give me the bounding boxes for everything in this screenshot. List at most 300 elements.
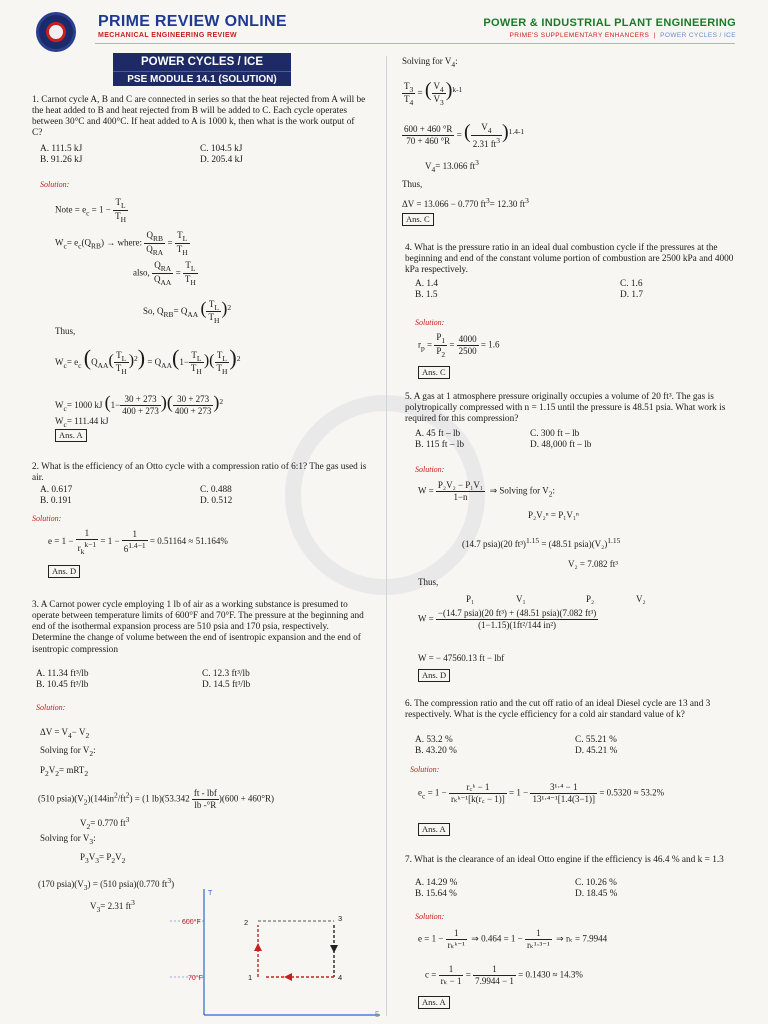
q6-result: = 0.5320 ≈ 53.2% [599, 787, 665, 798]
q4-option-a: A. 1.4 [415, 279, 438, 289]
question-5-options [415, 429, 735, 451]
q1-note-frac [113, 197, 128, 224]
q3-v3b-sub: 3 [440, 98, 444, 108]
q3-t3-sub: 3 [409, 84, 414, 94]
q1-eq: = e [66, 237, 79, 248]
q5-line1: (14.7 psia)(20 ft³) [462, 539, 526, 549]
q7-eq1 [418, 928, 607, 951]
q4-solution-label: Solution: [415, 318, 445, 327]
q5-h-v1: V₁ [516, 594, 526, 604]
q5-pvn-eq: P₂V₂ⁿ = P₁V₁ⁿ [528, 510, 579, 520]
q5-answer-box: Ans. D [418, 669, 450, 682]
q7-answer [418, 996, 450, 1010]
q3-answer [402, 213, 434, 227]
q5-w2-num: −(14.7 psia)(20 ft³) + (48.51 psia)(7.082 ft³) [437, 608, 597, 618]
q1-wc1: W [55, 400, 64, 410]
q3-solve-v4 [402, 56, 458, 69]
q5-w2-frac [436, 608, 598, 631]
q6-answer [418, 823, 450, 837]
q1-note-eq [55, 197, 128, 224]
q2-rk-exp: k−1 [84, 539, 97, 549]
q3-v3val: V [90, 901, 97, 911]
q1-tl4-sub: L [214, 302, 219, 312]
q4-p1: P [436, 332, 442, 342]
q5-line1-exp: 1.15 [525, 536, 540, 545]
question-1-options [40, 144, 370, 166]
q1-qra: Q [146, 243, 153, 254]
q5-w: W = [418, 485, 434, 496]
brand-subtitle: MECHANICAL ENGINEERING REVIEW [98, 32, 238, 39]
q3-solve-v4-sub: 4 [451, 59, 456, 69]
q2-eq [48, 528, 228, 556]
q6-n1: r꜀ᵏ − 1 [449, 782, 507, 794]
q5-line1-eq [462, 536, 620, 550]
q1-option-c: C. 104.5 kJ [200, 144, 243, 154]
q3-v3val-sup: 3 [131, 898, 135, 907]
column-divider [386, 56, 387, 1016]
q6-solution-label: Solution: [410, 765, 440, 774]
q3-r-frac [192, 788, 219, 811]
question-6-options [415, 735, 735, 757]
q1-temp-frac [175, 230, 190, 257]
q1-wc1t: = 1000 kJ [66, 400, 103, 410]
q7-one4: 1 [473, 964, 516, 976]
q1-th3-sub: H [190, 277, 196, 287]
q7-l1c: ⇒ rₖ = 7.9944 [556, 933, 608, 944]
q4-p2: P [436, 345, 442, 356]
q5-thus: Thus, [418, 577, 439, 587]
header-divider [95, 43, 735, 44]
q6-frac2 [530, 782, 597, 805]
q3-dv: ΔV = V [40, 727, 69, 737]
q1-th: T [115, 210, 121, 221]
q7-one: 1 [446, 928, 467, 940]
q1-calc-num1: 30 + 273 [120, 394, 161, 406]
q5-solution-label: Solution: [415, 465, 445, 474]
q2-solution-label: Solution: [32, 514, 62, 523]
ts-arrow-up [254, 943, 262, 951]
q3-f2rd-sup: 3 [496, 135, 500, 145]
q3-v3b: V [433, 94, 440, 105]
q3-t4-sub: 4 [409, 98, 414, 108]
q7-option-d: D. 18.45 % [575, 889, 618, 899]
question-2: 2. What is the efficiency of an Otto cycle with a compression ratio of 6:1? The gas used is air. [32, 462, 367, 484]
q1-qra2: Q [154, 260, 161, 270]
q2-rk: r [77, 542, 81, 553]
q6-n2: 3¹·⁴ − 1 [530, 782, 597, 794]
q1-th2: T [176, 243, 183, 254]
ts-arrow-left [284, 973, 292, 981]
q3-final: ΔV = 13.066 − 0.770 ft [402, 199, 487, 209]
q3-v2val: V [80, 818, 87, 828]
q3-v2-result [80, 815, 129, 831]
q3-f2rn: V [481, 121, 488, 132]
q5-w2-den: (1−1.15)(1ft²/144 in²) [478, 619, 557, 630]
question-4-options [415, 279, 735, 301]
q3-thus: Thus, [402, 179, 423, 189]
q3-line1g: ) = (1 lb)(53.342 [129, 793, 190, 804]
q5-line1b-exp: 1.15 [607, 536, 621, 545]
q3-final2-sup: 3 [525, 196, 529, 205]
q1-tl3: T [185, 260, 191, 270]
q1-calc-den1: 400 + 273 [122, 406, 159, 417]
q3-p2: P [40, 765, 46, 775]
q1-calc-num2: 30 + 273 [173, 394, 214, 406]
q3-answer-box: Ans. C [402, 213, 434, 226]
q3-v4: V [433, 80, 440, 91]
q6-eq [418, 782, 664, 805]
q4-rp: r [418, 339, 421, 350]
question-5: 5. A gas at 1 atmosphere pressure originally occupies a volume of 20 ft³. The gas is polytropically compressed with n = 1.15 until the pressure is 48.51 psia. What work is required for this compression? [405, 392, 726, 425]
q3-solve-v2-text: Solving for V [40, 745, 90, 755]
q2-result: = 0.51164 ≈ 51.164% [149, 536, 228, 547]
q3-solve-v4-text: Solving for V [402, 56, 452, 66]
q3-v4val-sub: 4 [431, 164, 436, 174]
q3-p3-sub: 3 [85, 855, 89, 865]
q3-option-a: A. 11.34 ft³/lb [36, 669, 89, 679]
q7-option-a: A. 14.29 % [415, 878, 458, 888]
q1-result-w: W [55, 416, 64, 426]
q1-e-sub: c [78, 241, 82, 251]
question-2-options [40, 485, 370, 507]
q3-f2rn-sub: 4 [487, 125, 492, 135]
q5-solve-sub: 2 [548, 489, 553, 499]
q1-answer-box: Ans. A [55, 429, 87, 442]
q5-w2-eq [418, 608, 598, 631]
q1-qrb: Q [146, 230, 153, 240]
q3-t-calc-den: 70 + 460 °R [406, 136, 451, 147]
q2-option-b: B. 0.191 [40, 496, 72, 506]
q3-mrt-sub: 2 [84, 768, 89, 778]
q3-line2b: ) = (510 psia)(0.770 ft [87, 879, 168, 889]
course-subtitle: PRIME'S SUPPLEMENTARY ENHANCERS | POWER CYCLES / ICE [509, 32, 736, 39]
q3-t-calc-num: 600 + 460 °R [404, 124, 453, 135]
q5-header-row [458, 594, 708, 606]
q6-answer-box: Ans. A [418, 823, 450, 836]
ts-diagram [170, 885, 385, 1020]
q7-frac1 [446, 928, 467, 951]
q1-th-sub: H [120, 214, 126, 224]
q5-option-b: B. 115 ft – lb [415, 440, 464, 450]
q1-tl3-sub: L [190, 263, 196, 273]
q7-eq2 [425, 964, 583, 987]
q3-t-calc-eq: $\frac{600 + 460 ^\circ R}{70 + 460 ^\circ R}$ = ( $\frac{V_4}{2.31 ft^3}$ )$^{1.4-1}$ [404, 121, 525, 149]
q3-v4val: V [425, 161, 432, 171]
q5-h-p1: P₁ [466, 594, 475, 604]
q2-mid: = 1 − [100, 536, 120, 547]
question-3-options [36, 669, 366, 691]
q1-w-sub: c [63, 241, 67, 251]
question-7-options [415, 878, 735, 900]
q1-note-sub: c [86, 208, 90, 218]
q1-note-text2: = 1 − [91, 204, 111, 215]
q6-option-c: C. 55.21 % [575, 735, 617, 745]
q1-wc1-sub: c [63, 403, 67, 413]
q5-solve: ⇒ Solving for V [489, 485, 549, 496]
q3-v-frac [432, 81, 446, 108]
q1-also-frac [152, 260, 173, 287]
q7-answer-box: Ans. A [418, 996, 450, 1009]
q1-so-eq: So, $Q_{RB}= Q_{AA}$ ( $\frac{T_L}{T_H}$ )$^2$ [143, 298, 232, 326]
q1-th2-sub: H [182, 247, 188, 257]
q3-v2val-sub: 2 [86, 821, 91, 831]
ts-t-high: 600°F [182, 919, 201, 926]
q3-solve-v2 [40, 745, 96, 758]
topic-banner: POWER CYCLES / ICE [113, 53, 291, 71]
q2-frac1 [76, 528, 98, 556]
q3-v4val-text: = 13.066 ft [435, 161, 476, 171]
q3-solve-v3 [40, 833, 96, 846]
q7-frac4 [473, 964, 516, 987]
q3-v4-frac [471, 122, 502, 150]
q5-option-a: A. 45 ft – lb [415, 429, 461, 439]
q4-option-b: B. 1.5 [415, 290, 438, 300]
q7-solution-label: Solution: [415, 912, 445, 921]
q4-rp-sub: p [421, 343, 425, 353]
q7-one3: 1 [439, 964, 464, 976]
q3-option-d: D. 14.5 ft³/lb [202, 680, 251, 690]
q7-l2c: = 0.1430 ≈ 14.3% [518, 969, 583, 980]
q6-frac1 [449, 782, 507, 805]
q7-one2: 1 [525, 928, 552, 940]
q5-v2-result: V₂ = 7.082 ft³ [568, 559, 618, 569]
q1-tl-sub: L [120, 200, 126, 210]
q3-solve-v3-sub: 3 [89, 836, 94, 846]
q3-v2val-text: = 0.770 ft [90, 818, 126, 828]
q1-option-b: B. 91.26 kJ [40, 155, 83, 165]
q3-v2-sub: 2 [55, 768, 60, 778]
q6-option-d: D. 45.21 % [575, 746, 618, 756]
q3-solve-v3-colon: : [93, 833, 96, 843]
q6-d1: rₖᵏ⁻¹[k(r꜀ − 1)] [451, 793, 505, 804]
prime-review-logo [36, 12, 76, 52]
q2-answer [48, 565, 80, 579]
q1-thus: Thus, [55, 326, 76, 336]
q2-one2: 1 [122, 529, 148, 541]
q5-h-p2: P₂ [586, 594, 595, 604]
q6-eq2: = 1 − [509, 787, 529, 798]
q1-so-frac [206, 299, 221, 326]
q1-th3: T [184, 273, 191, 284]
q3-solve-v3-text: Solving for V [40, 833, 90, 843]
q1-tl2-sub: L [182, 233, 188, 243]
q5-w-frac [436, 480, 485, 503]
q7-frac2 [525, 928, 552, 951]
q3-r-den: lb -°R [194, 799, 217, 810]
question-7: 7. What is the clearance of an ideal Otto engine if the efficiency is 46.4 % and k = 1.3 [405, 855, 724, 865]
q1-qra2-sub: RA [160, 263, 172, 273]
q5-w-num: P₂V₂ − P₁V₁ [437, 480, 484, 490]
q5-h-v2: V₂ [636, 594, 646, 604]
q2-option-a: A. 0.617 [40, 485, 73, 495]
q7-rk3: rₖ − 1 [440, 975, 462, 986]
q3-line2-sub: 3 [83, 882, 88, 892]
q3-k-exp: k-1 [452, 85, 463, 94]
q3-dv-sub2: 2 [85, 730, 90, 740]
question-4: 4. What is the pressure ratio in an ideal dual combustion cycle if the pressures at the beginning and end of the constant volume portion of combustion are 2500 kPa and 4000 kPa respectively. [405, 243, 734, 276]
q1-qaa-sub: AA [160, 277, 172, 287]
q2-one: 1 [76, 528, 98, 540]
q3-solution-label: Solution: [36, 703, 66, 712]
ts-point-4: 4 [338, 973, 343, 982]
q3-t-ratio-eq: $\frac{T_3}{T_4}$ = ( $\frac{V_4}{V_3}$ )$^{k-1}$ [404, 79, 463, 108]
q1-so2-sub: AA [187, 309, 199, 319]
q7-l1: e = 1 − [418, 933, 444, 944]
brand-title: PRIME REVIEW ONLINE [98, 13, 287, 30]
ts-t-low: 70°F [188, 975, 203, 982]
q2-six-exp: 1.4−1 [128, 540, 146, 550]
q3-line1a: (510 psia)(V [38, 793, 84, 804]
q1-qaa: Q [154, 273, 161, 284]
q4-option-c: C. 1.6 [620, 279, 643, 289]
q3-eq-p2-sub: 2 [111, 855, 116, 865]
course-subtitle-text: PRIME'S SUPPLEMENTARY ENHANCERS [509, 32, 650, 39]
q1-q: (Q [81, 237, 92, 248]
q5-result: W = − 47560.13 ft − lbf [418, 653, 505, 663]
q1-thus-eq: $W_c= e_c$ ($Q_{AA}$( $\frac{T_L}{T_H}$ )$^2) = Q_{AA}(1-$ $\frac{T_L}{T_H}$ )( $\frac{T_L}{T_H}$ )$^2$ [55, 345, 241, 377]
q1-option-a: A. 111.5 kJ [40, 144, 83, 154]
course-tag: POWER CYCLES / ICE [660, 32, 736, 39]
q3-v4-sub: 4 [440, 84, 444, 94]
q3-final2: = 12.30 ft [489, 199, 526, 209]
q1-calc-den2: 400 + 273 [174, 406, 212, 417]
q3-final-sup: 3 [486, 196, 490, 205]
q3-line1c: )(144in [87, 793, 114, 804]
q1-note-text: Note = e [55, 204, 87, 215]
q3-line2: (170 psia)(V [38, 879, 84, 889]
q1-tl4: T [208, 298, 215, 309]
q3-v3-result [90, 898, 135, 914]
q1-where: ) → where: [101, 237, 143, 248]
q3-p2-sub: 2 [45, 768, 49, 778]
q3-p3v3-eq [80, 852, 125, 865]
q4-p-frac [434, 332, 447, 359]
q7-l1b: ⇒ 0.464 = 1 − [471, 933, 523, 944]
q5-answer [418, 669, 450, 683]
q6-option-a: A. 53.2 % [415, 735, 453, 745]
q3-line1-eq [38, 788, 274, 811]
q3-v2: V [48, 765, 56, 775]
q3-dv-sub1: 4 [68, 730, 72, 740]
q1-qra-sub: RA [152, 247, 164, 257]
q3-v4-result [425, 158, 479, 174]
q3-t-frac [402, 81, 415, 108]
q3-option-b: B. 10.45 ft³/lb [36, 680, 89, 690]
q6-option-b: B. 43.20 % [415, 746, 457, 756]
q6-eq1: = 1 − [427, 787, 447, 798]
q4-eq [418, 332, 500, 359]
q3-line2-sup: 3 [167, 876, 172, 885]
q5-solve-colon: : [552, 485, 555, 496]
q1-calc-frac2 [173, 394, 214, 417]
q2-option-c: C. 0.488 [200, 485, 232, 495]
q7-rk2: rₖ¹·³⁻¹ [526, 939, 550, 950]
q1-q-sub: RB [91, 241, 102, 251]
q3-solve-v2-sub: 2 [89, 748, 94, 758]
q4-eq-sign2: = [449, 339, 455, 350]
q3-f2rd: 2.31 ft [472, 138, 497, 149]
question-1: 1. Carnot cycle A, B and C are connected in series so that the heat rejected from A will be the heat added to B and heat rejected from B will be added to C. Each cycle operates between 30°C and 400°C. If heat added to A is 1000 k, then what is the work output of C? [32, 95, 366, 139]
ts-y-label: T [208, 890, 213, 897]
q7-rk: rₖᵏ⁻¹ [447, 939, 465, 950]
q1-also-temp-frac [183, 260, 198, 287]
q4-p2-sub: 2 [441, 349, 446, 359]
q3-solve-v2-colon: : [93, 745, 96, 755]
q3-line1h: )(600 + 460°R) [218, 793, 274, 804]
q3-v2val-sup: 3 [125, 815, 130, 824]
q1-qrb-sub: RB [152, 233, 163, 243]
q3-v3: V [88, 852, 96, 862]
q5-option-c: C. 300 ft – lb [530, 429, 580, 439]
q1-tl: T [115, 197, 121, 207]
q6-lhs-sub: c [422, 791, 426, 801]
ts-point-2: 2 [244, 918, 249, 927]
q7-d3: 7.9944 − 1 [475, 975, 514, 986]
q3-eq-v2: V [115, 852, 122, 862]
q5-option-d: D. 48,000 ft – lb [530, 440, 592, 450]
q1-ratio-frac [144, 230, 165, 257]
q4-num: 4000 [458, 333, 477, 344]
q4-option-d: D. 1.7 [620, 290, 643, 300]
q3-line1d: 2 [114, 790, 118, 800]
ts-point-1: 1 [248, 973, 253, 982]
q7-option-b: B. 15.64 % [415, 889, 457, 899]
q7-frac3 [439, 964, 464, 987]
q1-tl2: T [177, 230, 183, 240]
q1-answer [55, 429, 87, 443]
q2-rk-sub: k [80, 546, 85, 556]
q1-w2: W [55, 357, 64, 367]
q3-v3val-sub: 3 [96, 904, 101, 914]
q1-result [55, 416, 109, 429]
q1-w2-sub: c [63, 360, 67, 370]
q4-p1-sub: 1 [441, 335, 446, 345]
q2-option-d: D. 0.512 [200, 496, 233, 506]
q3-v3-sub: 3 [95, 855, 100, 865]
q1-th4: T [208, 312, 214, 323]
q4-num-frac [457, 334, 479, 357]
ts-diagram-svg [170, 885, 385, 1020]
q7-l2: c = [425, 969, 437, 980]
q7-l2b: = [465, 969, 471, 980]
q1-option-d: D. 205.4 kJ [200, 155, 243, 165]
q3-eq-v2-sub: 2 [121, 855, 126, 865]
q3-final-eq [402, 196, 529, 210]
q4-answer [418, 366, 450, 380]
question-6: 6. The compression ratio and the cut off ratio of an ideal Diesel cycle are 13 and 3 respectively. What is the cycle efficiency for a cold air standard value of k? [405, 699, 711, 721]
q3-line1b: 2 [83, 797, 88, 807]
q3-dv-eq [40, 727, 89, 740]
module-banner: PSE MODULE 14.1 (SOLUTION) [113, 71, 291, 86]
q5-w2: W = [418, 613, 434, 624]
q4-den: 2500 [458, 345, 477, 356]
q3-v4val-sup: 3 [475, 158, 479, 167]
q3-line2c: ) [171, 879, 175, 889]
q5-w-den: 1−n [453, 491, 468, 502]
q1-calc-frac1 [120, 394, 161, 417]
q1-th4-sub: H [213, 316, 220, 326]
q2-frac2 [122, 529, 148, 555]
q3-t3: T [404, 80, 410, 91]
question-3: 3. A Carnot power cycle employing 1 lb of air as a working substance is presumed to operate between temperature limits of 600°F and 70°F. The pressure at the beginning and end of the isothermal expansion process are 510 psia and 170 psia, respectively. Determine the change of volume between the end of isentropic expansion and the end of isentropic compression [32, 600, 364, 655]
course-title: POWER & INDUSTRIAL PLANT ENGINEERING [483, 17, 736, 29]
q3-eq-p2: = P [99, 852, 112, 862]
q1-solution-label: Solution: [40, 180, 70, 189]
q2-six: 6 [123, 543, 129, 554]
q1-also: also, [133, 267, 150, 278]
q1-so: So, Q [143, 306, 164, 316]
q1-work-eq: $W_c= e_c(Q_{RB})$ → where: $\frac{Q_{RB}}{Q_{RA}}$ = $\frac{T_L}{T_H}$ [55, 230, 188, 257]
